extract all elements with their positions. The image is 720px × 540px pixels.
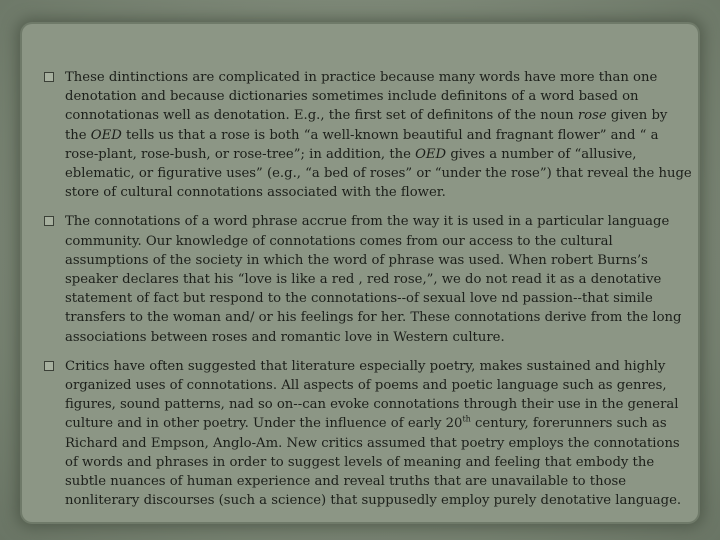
bullet-1-text-b: given by the [65, 108, 668, 143]
bullet-1-italic-oed-2: OED [415, 146, 447, 162]
bullet-3-superscript: th [462, 415, 471, 425]
bullet-1-text-c: tells us that a rose is both “a well-known beautiful and fragnant flower” and “ a rose-plant, rose-bush, or rose-tree”; in addition, the [65, 127, 659, 162]
bullet-item-3 [44, 357, 692, 511]
bullet-item-2 [44, 212, 692, 346]
bullet-3-text-a: Critics have often suggested that literature especially poetry, makes sustained and highly organized uses of connotations. All aspects of poems and poetic language such as genres, figures, sound patterns, nad so on--can evoke connotations through their use in the general culture and in other poetry. Under the influence of early 20 [65, 358, 679, 432]
square-bullet-icon [44, 361, 54, 371]
bullet-3-text-b: century, forerunners such as Richard and Empson, Anglo-Am. New critics assumed that poetry employs the connotations of words and phrases in order to suggest levels of meaning and feeling that embody the subtle nuances of human experience and reveal truths that are unavailable to those nonliterary discourses (such a science) that suppusedly employ purely denotative language. [65, 416, 682, 509]
square-bullet-icon [44, 216, 54, 226]
bullet-1-italic-rose: rose [577, 108, 607, 124]
bullet-list [44, 68, 692, 520]
bullet-text-3 [65, 357, 692, 511]
bullet-1-text-a: These dintinctions are complicated in practice because many words have more than one denotation and because dictionaries sometimes include definitons of a word based on connotationas well as denotation. E.g., the first set of definitons of the noun [65, 70, 658, 124]
bullet-item-1 [44, 68, 692, 202]
square-bullet-icon [44, 72, 54, 82]
bullet-text-2: The connotations of a word phrase accrue from the way it is used in a particular language community. Our knowledge of connotations comes from our access to the cultural assumptions of the society in which the word of phrase was used. When robert Burns’s speaker declares that his “love is like a red , red rose,”, we do not read it as a denotative statement of fact but respond to the connotations--of sexual love nd passion--that simile transfers to the woman and/ or his feelings for her. These connotations derive from the long associations between roses and romantic love in Western culture. [65, 214, 682, 345]
bullet-text-1 [65, 68, 692, 202]
bullet-1-text-d: gives a number of “allusive, eblematic, or figurative uses” (e.g., “a bed of roses” or “under the rose”) that reveal the huge store of cultural connotations associated with the flower. [65, 146, 692, 201]
bullet-1-italic-oed: OED [90, 127, 122, 143]
